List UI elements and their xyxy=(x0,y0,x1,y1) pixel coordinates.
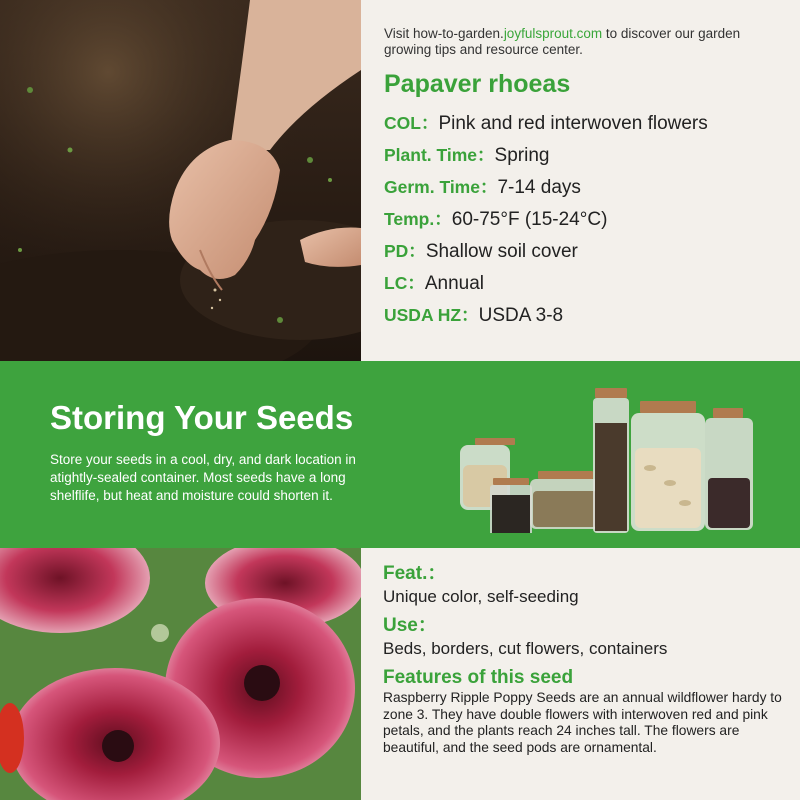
plant-info-panel xyxy=(384,26,784,331)
spec-value: Shallow soil cover xyxy=(425,241,578,262)
spec-label: USDA HZ： xyxy=(384,305,479,325)
spec-label: PD： xyxy=(384,241,426,261)
spec-row-planting-depth xyxy=(384,235,784,267)
features-text: Raspberry Ripple Poppy Seeds are an annual wildflower hardy to zone 3. They have double flowers with interwoven red and pink petals, and the plants reach 24 inches tall. The flowers are beautiful, and the seed pods are ornamental. xyxy=(383,690,782,755)
storing-title: Storing Your Seeds xyxy=(50,399,354,436)
spec-row-usda-zone xyxy=(384,299,784,331)
top-section xyxy=(0,0,800,361)
seed-jars-illustration xyxy=(455,383,765,533)
use-label: Use： xyxy=(383,615,437,636)
soil-planting-photo xyxy=(0,0,361,361)
spec-label: LC： xyxy=(384,273,425,293)
spec-value: Annual xyxy=(424,273,484,294)
spec-value: Pink and red interwoven flowers xyxy=(438,113,708,134)
seed-jars-image xyxy=(455,383,765,533)
spec-value: USDA 3-8 xyxy=(478,305,564,326)
spec-value: 7-14 days xyxy=(497,177,581,198)
visit-note xyxy=(384,26,784,58)
feat-label: Feat.： xyxy=(383,563,447,584)
spec-label: Temp.： xyxy=(384,209,452,229)
visit-prefix: Visit how-to-garden. xyxy=(384,26,504,41)
storing-seeds-banner xyxy=(0,361,800,548)
spec-row-temperature xyxy=(384,203,784,235)
visit-suffix: to discover our garden growing tips and resource center. xyxy=(384,26,741,57)
soil-hand-illustration xyxy=(0,0,361,361)
spec-label: Germ. Time： xyxy=(384,177,498,197)
spec-label: COL： xyxy=(384,113,439,133)
storing-text: Store your seeds in a cool, dry, and dark location in atightly-sealed container. Most seeds have a long shelflife, but heat and moisture could shorten it. xyxy=(50,452,356,503)
feat-value: Unique color, self-seeding xyxy=(383,587,579,606)
poppy-flowers-photo xyxy=(0,548,361,800)
spec-row-color xyxy=(384,107,784,139)
spec-row-life-cycle xyxy=(384,267,784,299)
features-title: Features of this seed xyxy=(383,667,574,688)
spec-label: Plant. Time： xyxy=(384,145,495,165)
spec-value: 60-75°F (15-24°C) xyxy=(451,209,608,230)
site-link[interactable]: joyfulsprout.com xyxy=(503,26,603,41)
poppy-illustration xyxy=(0,548,361,800)
spec-value: Spring xyxy=(494,145,550,166)
spec-row-plant-time xyxy=(384,139,784,171)
use-value: Beds, borders, cut flowers, containers xyxy=(383,639,668,658)
plant-name: Papaver rhoeas xyxy=(384,70,571,98)
spec-row-germ-time xyxy=(384,171,784,203)
seed-details-panel xyxy=(383,562,788,756)
